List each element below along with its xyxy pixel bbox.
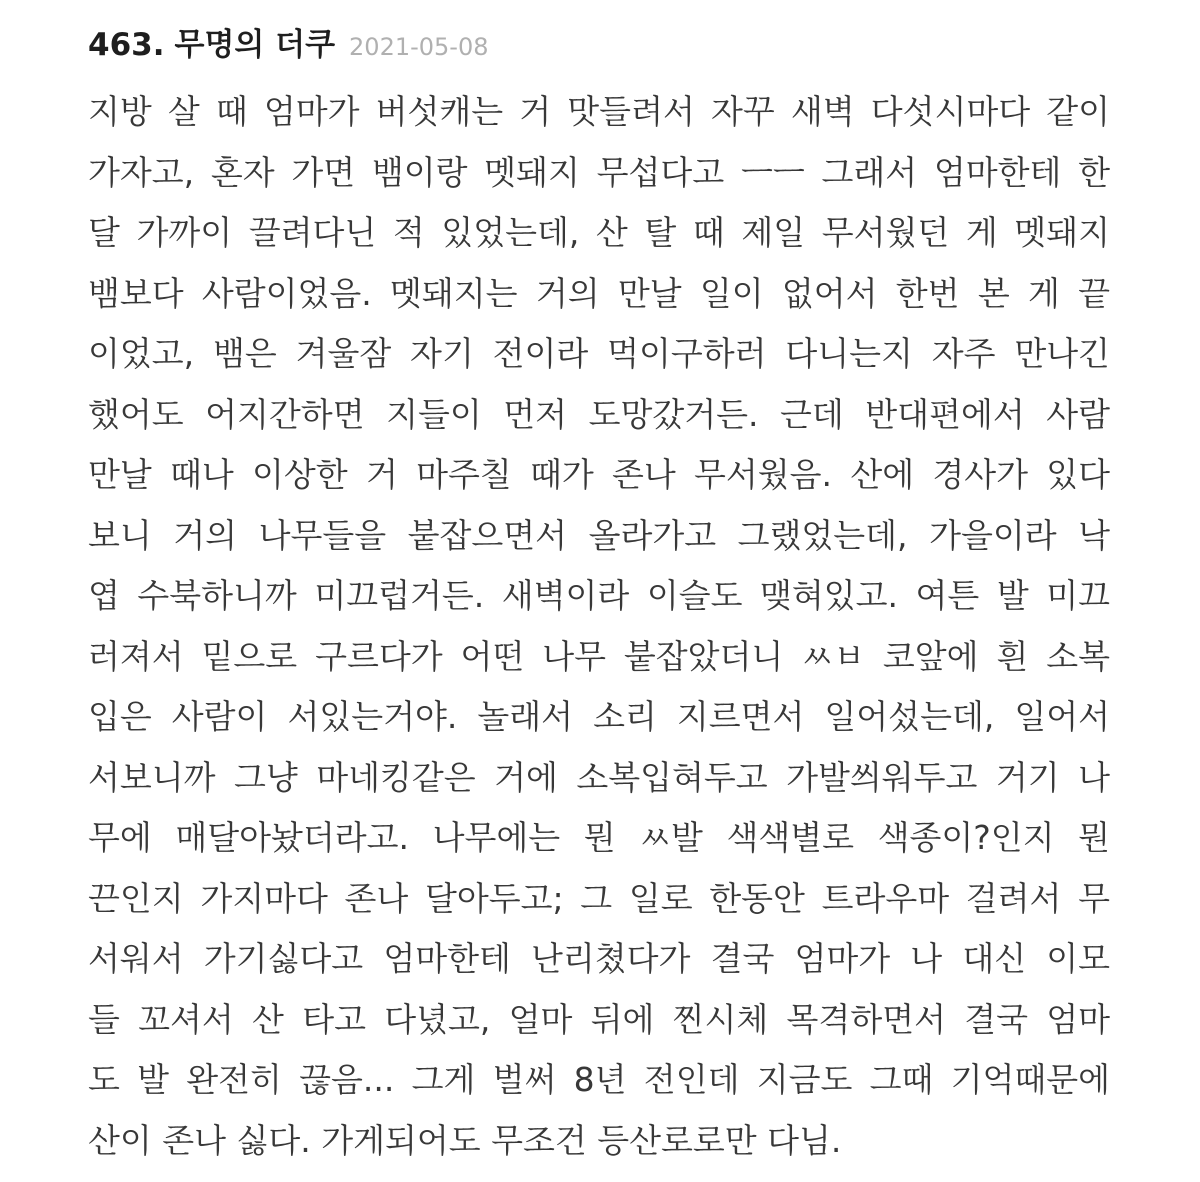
- body-line: 무에 매달아놨더라고. 나무에는 뭔 ㅆ발 색색별로 색종이?인지 뭔: [88, 818, 1110, 857]
- post-date: 2021-05-08: [349, 33, 489, 61]
- comment-header: [88, 20, 489, 70]
- body-line: 보니 거의 나무들을 붙잡으면서 올라가고 그랬었는데, 가을이라 낙: [88, 515, 1110, 555]
- body-line: 했어도 어지간하면 지들이 먼저 도망갔거든. 근데 반대편에서 사람: [88, 394, 1110, 434]
- body-line: 이었고, 뱀은 겨울잠 자기 전이라 먹이구하러 다니는지 자주 만나긴: [88, 334, 1110, 373]
- body-line: 달 가까이 끌려다닌 적 있었는데, 산 탈 때 제일 무서웠던 게 멧돼지: [88, 213, 1110, 252]
- body-line: 입은 사람이 서있는거야. 놀래서 소리 지르면서 일어섰는데, 일어서: [88, 697, 1110, 736]
- body-line: 서보니까 그냥 마네킹같은 거에 소복입혀두고 가발씌워두고 거기 나: [88, 757, 1110, 797]
- body-line: 도 발 완전히 끊음... 그게 벌써 8년 전인데 지금도 그때 기억때문에: [88, 1060, 1110, 1099]
- body-line: 지방 살 때 엄마가 버섯캐는 거 맛들려서 자꾸 새벽 다섯시마다 같이: [88, 92, 1110, 131]
- body-line: 서워서 가기싫다고 엄마한테 난리쳤다가 결국 엄마가 나 대신 이모: [88, 939, 1110, 978]
- comment-number: 463.: [88, 27, 165, 63]
- body-line: 엽 수북하니까 미끄럽거든. 새벽이라 이슬도 맺혀있고. 여튼 발 미끄: [88, 576, 1110, 615]
- body-line: 만날 때나 이상한 거 마주칠 때가 존나 무서웠음. 산에 경사가 있다: [88, 455, 1110, 494]
- body-line: 산이 존나 싫다. 가게되어도 무조건 등산로로만 다님.: [88, 1120, 842, 1160]
- body-line: 가자고, 혼자 가면 뱀이랑 멧돼지 무섭다고 ㅡㅡ 그래서 엄마한테 한: [88, 152, 1110, 192]
- body-line: 러져서 밑으로 구르다가 어떤 나무 붙잡았더니 ㅆㅂ 코앞에 흰 소복: [88, 636, 1110, 676]
- comment-body: [88, 82, 1110, 1171]
- body-line: 들 꼬셔서 산 타고 다녔고, 얼마 뒤에 찐시체 목격하면서 결국 엄마: [88, 999, 1110, 1039]
- author-name: 무명의 더쿠: [174, 27, 336, 63]
- body-line: 뱀보다 사람이었음. 멧돼지는 거의 만날 일이 없어서 한번 본 게 끝: [88, 273, 1110, 313]
- body-line: 끈인지 가지마다 존나 달아두고; 그 일로 한동안 트라우마 걸려서 무: [88, 878, 1110, 918]
